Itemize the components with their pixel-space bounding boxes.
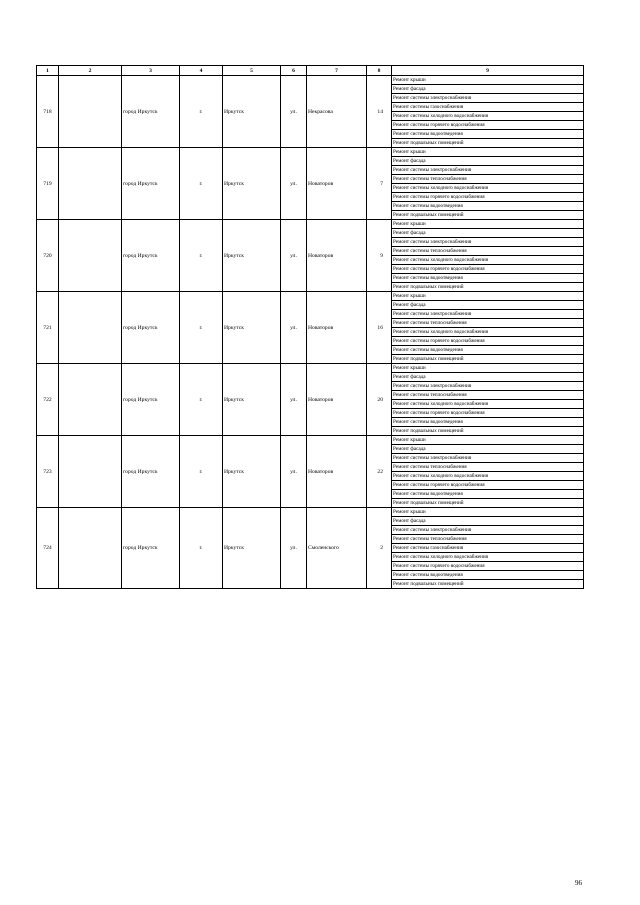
table-row [37, 148, 584, 157]
city-full-name: город Иркутск [122, 508, 180, 589]
row-number: 718 [37, 76, 59, 148]
repair-register-table [36, 65, 584, 589]
repair-work-item: Ремонт системы теплоснабжения [392, 391, 584, 400]
settlement-type: г. [180, 76, 223, 148]
repair-work-item: Ремонт системы электроснабжения [392, 238, 584, 247]
municipality-cell [59, 292, 122, 364]
repair-work-item: Ремонт системы холодного водоснабжения [392, 184, 584, 193]
table-row [37, 220, 584, 229]
repair-work-item: Ремонт системы газоснабжения [392, 544, 584, 553]
repair-work-item: Ремонт фасада [392, 301, 584, 310]
street-name: Новаторов [307, 148, 367, 220]
repair-work-item: Ремонт системы горячего водоснабжения [392, 481, 584, 490]
repair-work-item: Ремонт системы холодного водоснабжения [392, 256, 584, 265]
repair-work-item: Ремонт системы холодного водоснабжения [392, 328, 584, 337]
column-header: 8 [367, 66, 392, 76]
repair-work-item: Ремонт системы электроснабжения [392, 310, 584, 319]
city-full-name: город Иркутск [122, 436, 180, 508]
page-number: 96 [575, 879, 582, 887]
repair-work-item: Ремонт системы горячего водоснабжения [392, 562, 584, 571]
settlement-name: Иркутск [223, 148, 281, 220]
repair-work-item: Ремонт системы водоотведения [392, 490, 584, 499]
row-number: 719 [37, 148, 59, 220]
repair-work-item: Ремонт системы горячего водоснабжения [392, 265, 584, 274]
settlement-name: Иркутск [223, 436, 281, 508]
repair-work-item: Ремонт фасада [392, 445, 584, 454]
street-name: Некрасова [307, 76, 367, 148]
city-full-name: город Иркутск [122, 148, 180, 220]
settlement-type: г. [180, 436, 223, 508]
row-number: 722 [37, 364, 59, 436]
municipality-cell [59, 148, 122, 220]
street-name: Новаторов [307, 364, 367, 436]
table-row [37, 436, 584, 445]
row-number: 724 [37, 508, 59, 589]
repair-work-item: Ремонт системы холодного водоснабжения [392, 112, 584, 121]
table-row [37, 76, 584, 85]
street-type: ул. [281, 436, 307, 508]
municipality-cell [59, 436, 122, 508]
column-header: 7 [307, 66, 367, 76]
table-header-row [37, 66, 584, 76]
repair-work-item: Ремонт системы водоотведения [392, 130, 584, 139]
settlement-name: Иркутск [223, 364, 281, 436]
repair-work-item: Ремонт крыши [392, 148, 584, 157]
house-number: 7 [367, 148, 392, 220]
repair-work-item: Ремонт системы холодного водоснабжения [392, 553, 584, 562]
house-number: 2 [367, 508, 392, 589]
repair-work-item: Ремонт подвальных помещений [392, 580, 584, 589]
settlement-type: г. [180, 364, 223, 436]
house-number: 14 [367, 76, 392, 148]
repair-work-item: Ремонт системы горячего водоснабжения [392, 337, 584, 346]
repair-work-item: Ремонт системы электроснабжения [392, 166, 584, 175]
repair-work-item: Ремонт подвальных помещений [392, 139, 584, 148]
repair-work-item: Ремонт системы холодного водоснабжения [392, 400, 584, 409]
settlement-type: г. [180, 292, 223, 364]
settlement-name: Иркутск [223, 220, 281, 292]
street-name: Новаторов [307, 220, 367, 292]
table-row [37, 508, 584, 517]
repair-work-item: Ремонт системы горячего водоснабжения [392, 193, 584, 202]
table-row [37, 364, 584, 373]
city-full-name: город Иркутск [122, 220, 180, 292]
repair-work-item: Ремонт фасада [392, 85, 584, 94]
settlement-name: Иркутск [223, 292, 281, 364]
street-name: Новаторов [307, 292, 367, 364]
settlement-name: Иркутск [223, 76, 281, 148]
repair-work-item: Ремонт системы газоснабжения [392, 103, 584, 112]
house-number: 16 [367, 292, 392, 364]
repair-work-item: Ремонт системы теплоснабжения [392, 247, 584, 256]
column-header: 6 [281, 66, 307, 76]
municipality-cell [59, 364, 122, 436]
repair-work-item: Ремонт крыши [392, 76, 584, 85]
row-number: 721 [37, 292, 59, 364]
house-number: 9 [367, 220, 392, 292]
house-number: 20 [367, 364, 392, 436]
repair-work-item: Ремонт фасада [392, 373, 584, 382]
repair-work-item: Ремонт системы теплоснабжения [392, 463, 584, 472]
row-number: 723 [37, 436, 59, 508]
street-type: ул. [281, 76, 307, 148]
street-name: Новаторов [307, 436, 367, 508]
street-type: ул. [281, 148, 307, 220]
table-body [37, 76, 584, 589]
street-type: ул. [281, 364, 307, 436]
city-full-name: город Иркутск [122, 76, 180, 148]
column-header: 2 [59, 66, 122, 76]
settlement-type: г. [180, 508, 223, 589]
repair-work-item: Ремонт системы горячего водоснабжения [392, 409, 584, 418]
column-header: 4 [180, 66, 223, 76]
row-number: 720 [37, 220, 59, 292]
street-type: ул. [281, 508, 307, 589]
street-name: Смоленского [307, 508, 367, 589]
column-header: 9 [392, 66, 584, 76]
street-type: ул. [281, 220, 307, 292]
column-header: 3 [122, 66, 180, 76]
municipality-cell [59, 76, 122, 148]
repair-work-item: Ремонт подвальных помещений [392, 355, 584, 364]
repair-work-item: Ремонт подвальных помещений [392, 283, 584, 292]
repair-work-item: Ремонт крыши [392, 292, 584, 301]
repair-work-item: Ремонт системы горячего водоснабжения [392, 121, 584, 130]
repair-work-item: Ремонт подвальных помещений [392, 211, 584, 220]
table-row [37, 292, 584, 301]
repair-work-item: Ремонт системы водоотведения [392, 202, 584, 211]
repair-work-item: Ремонт системы водоотведения [392, 571, 584, 580]
repair-work-item: Ремонт подвальных помещений [392, 427, 584, 436]
repair-work-item: Ремонт системы электроснабжения [392, 94, 584, 103]
repair-work-item: Ремонт системы теплоснабжения [392, 535, 584, 544]
repair-work-item: Ремонт крыши [392, 436, 584, 445]
repair-work-item: Ремонт фасада [392, 229, 584, 238]
settlement-type: г. [180, 148, 223, 220]
municipality-cell [59, 220, 122, 292]
column-header: 1 [37, 66, 59, 76]
repair-work-item: Ремонт крыши [392, 364, 584, 373]
municipality-cell [59, 508, 122, 589]
repair-work-item: Ремонт системы водоотведения [392, 274, 584, 283]
repair-work-item: Ремонт системы водоотведения [392, 418, 584, 427]
repair-work-item: Ремонт фасада [392, 517, 584, 526]
repair-work-item: Ремонт системы водоотведения [392, 346, 584, 355]
repair-work-item: Ремонт системы теплоснабжения [392, 175, 584, 184]
city-full-name: город Иркутск [122, 292, 180, 364]
repair-work-item: Ремонт подвальных помещений [392, 499, 584, 508]
repair-work-item: Ремонт крыши [392, 508, 584, 517]
street-type: ул. [281, 292, 307, 364]
repair-work-item: Ремонт системы теплоснабжения [392, 319, 584, 328]
repair-work-item: Ремонт фасада [392, 157, 584, 166]
repair-work-item: Ремонт крыши [392, 220, 584, 229]
column-header: 5 [223, 66, 281, 76]
repair-work-item: Ремонт системы электроснабжения [392, 454, 584, 463]
repair-work-item: Ремонт системы электроснабжения [392, 382, 584, 391]
city-full-name: город Иркутск [122, 364, 180, 436]
house-number: 22 [367, 436, 392, 508]
repair-work-item: Ремонт системы холодного водоснабжения [392, 472, 584, 481]
repair-work-item: Ремонт системы электроснабжения [392, 526, 584, 535]
settlement-name: Иркутск [223, 508, 281, 589]
settlement-type: г. [180, 220, 223, 292]
